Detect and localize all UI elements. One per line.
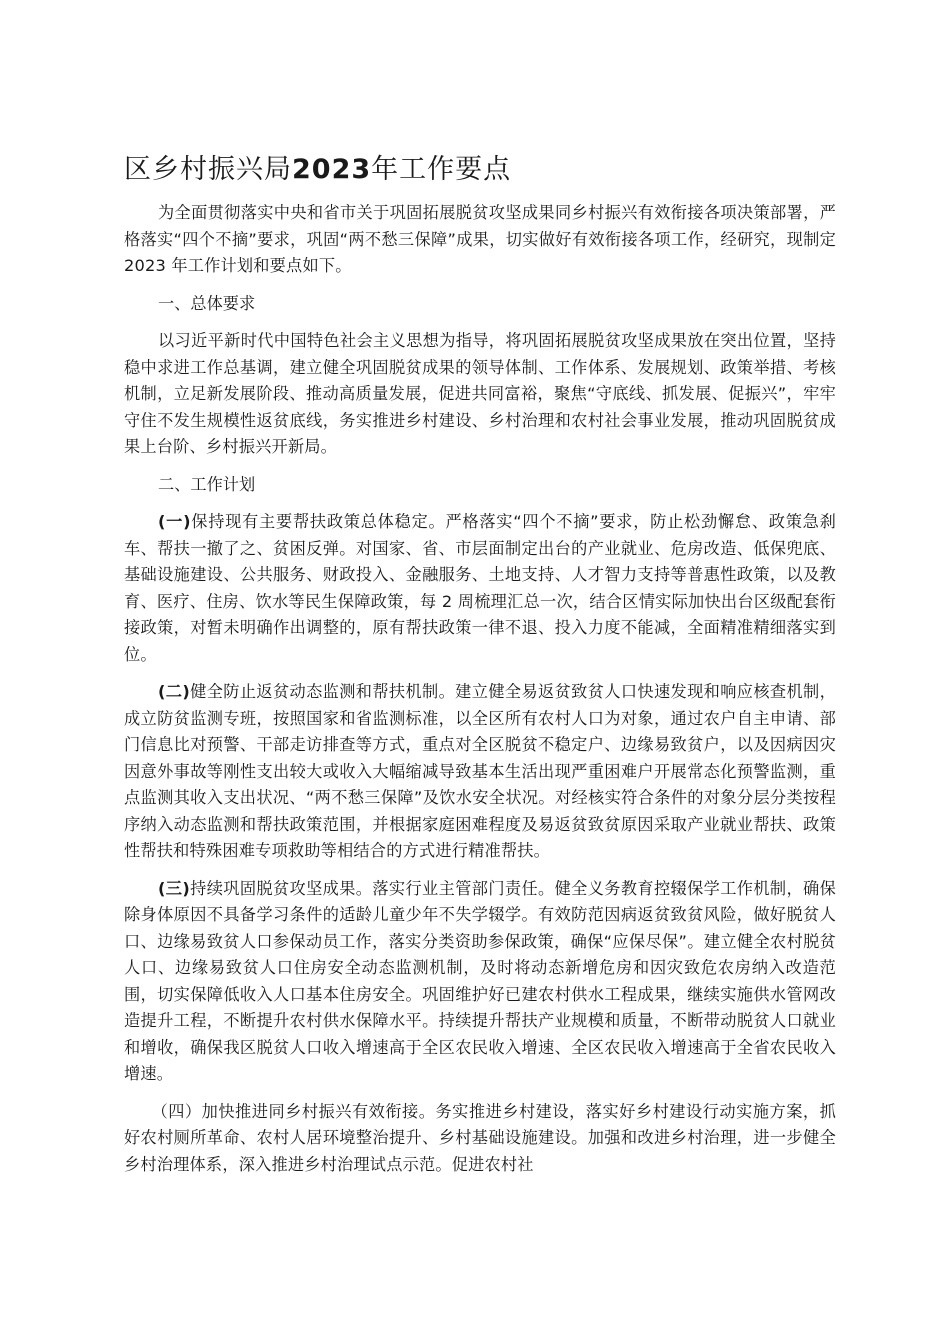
section-heading-plan: 二、工作计划 (158, 474, 256, 494)
plan-item-4-number: （四） (151, 1101, 202, 1121)
title-year: 2023 (292, 154, 372, 185)
plan-item-4-text: 加快推进同乡村振兴有效衔接。务实推进乡村建设，落实好乡村建设行动实施方案，抓好农村厕所革命、农村人居环境整治提升、乡村基础设施建设。加强和改进乡村治理，进一步健全乡村治理体系，深入推进乡村治理试点示范。促进农村社 (124, 1101, 836, 1174)
section-heading-general: 一、总体要求 (158, 293, 256, 313)
plan-item-4 (124, 1099, 836, 1179)
plan-item-2-text: 健全防止返贫动态监测和帮扶机制。建立健全易返贫致贫人口快速发现和响应核查机制，成立防贫监测专班，按照国家和省监测标准，以全区所有农村人口为对象，通过农户自主申请、部门信息比对预警、干部走访排查等方式，重点对全区脱贫不稳定户、边缘易致贫户，以及因病因灾因意外事故等刚性支出较大或收入大幅缩减导致基本生活出现严重困难户开展常态化预警监测，重点监测其收入支出状况、“两不愁三保障”及饮水安全状况。对经核实符合条件的对象分层分类按程序纳入动态监测和帮扶政策范围，并根据家庭困难程度及易返贫致贫原因采取产业就业帮扶、政策性帮扶和特殊困难专项救助等相结合的方式进行精准帮扶。 (124, 682, 837, 860)
document-page (124, 150, 836, 1189)
title-suffix: 年工作要点 (371, 154, 512, 185)
plan-item-3-text: 持续巩固脱贫攻坚成果。落实行业主管部门责任。健全义务教育控辍保学工作机制，确保除身体原因不具备学习条件的适龄儿童少年不失学辍学。有效防范因病返贫致贫风险，做好脱贫人口、边缘易致贫人口参保动员工作，落实分类资助参保政策，确保“应保尽保”。建立健全农村脱贫人口、边缘易致贫人口住房安全动态监测机制，及时将动态新增危房和因灾致危农房纳入改造范围，切实保障低收入人口基本住房安全。巩固维护好已建农村供水工程成果，继续实施供水管网改造提升工程，不断提升农村供水保障水平。持续提升帮扶产业规模和质量，不断带动脱贫人口就业和增收，确保我区脱贫人口收入增速高于全区农民收入增速、全区农民收入增速高于全省农民收入增速。 (124, 878, 837, 1083)
plan-item-1-text: 保持现有主要帮扶政策总体稳定。严格落实“四个不摘”要求，防止松劲懈怠、政策急刹车、帮扶一撤了之、贫困反弹。对国家、省、市层面制定出台的产业就业、危房改造、低保兜底、基础设施建设、公共服务、财政投入、金融服务、土地支持、人才智力支持等普惠性政策，以及教育、医疗、住房、饮水等民生保障政策，每 2 周梳理汇总一次，结合区情实际加快出台区级配套衔接政策，对暂未明确作出调整的，原有帮扶政策一律不退、投入力度不能减，全面精准精细落实到位。 (124, 512, 836, 664)
title-prefix: 区乡村振兴局 (124, 154, 292, 185)
document-title (124, 150, 836, 190)
intro-paragraph: 为全面贯彻落实中央和省市关于巩固拓展脱贫攻坚成果同乡村振兴有效衔接各项决策部署，严格落实“四个不摘”要求，巩固“两不愁三保障”成果，切实做好有效衔接各项工作，经研究，现制定 2023 年工作计划和要点如下。 (124, 203, 836, 275)
plan-item-3-number: (三) (158, 878, 190, 898)
plan-item-2 (124, 679, 836, 865)
section-body-general: 以习近平新时代中国特色社会主义思想为指导，将巩固拓展脱贫攻坚成果放在突出位置，坚持稳中求进工作总基调，建立健全巩固脱贫成果的领导体制、工作体系、发展规划、政策举措、考核机制，立足新发展阶段、推动高质量发展，促进共同富裕，聚焦“守底线、抓发展、促振兴”，牢牢守住不发生规模性返贫底线，务实推进乡村建设、乡村治理和农村社会事业发展，推动巩固脱贫成果上台阶、乡村振兴开新局。 (124, 331, 836, 456)
plan-item-1 (124, 509, 836, 668)
plan-item-3 (124, 876, 836, 1088)
plan-item-2-number: (二) (158, 682, 190, 701)
plan-item-1-number: (一) (158, 512, 191, 531)
